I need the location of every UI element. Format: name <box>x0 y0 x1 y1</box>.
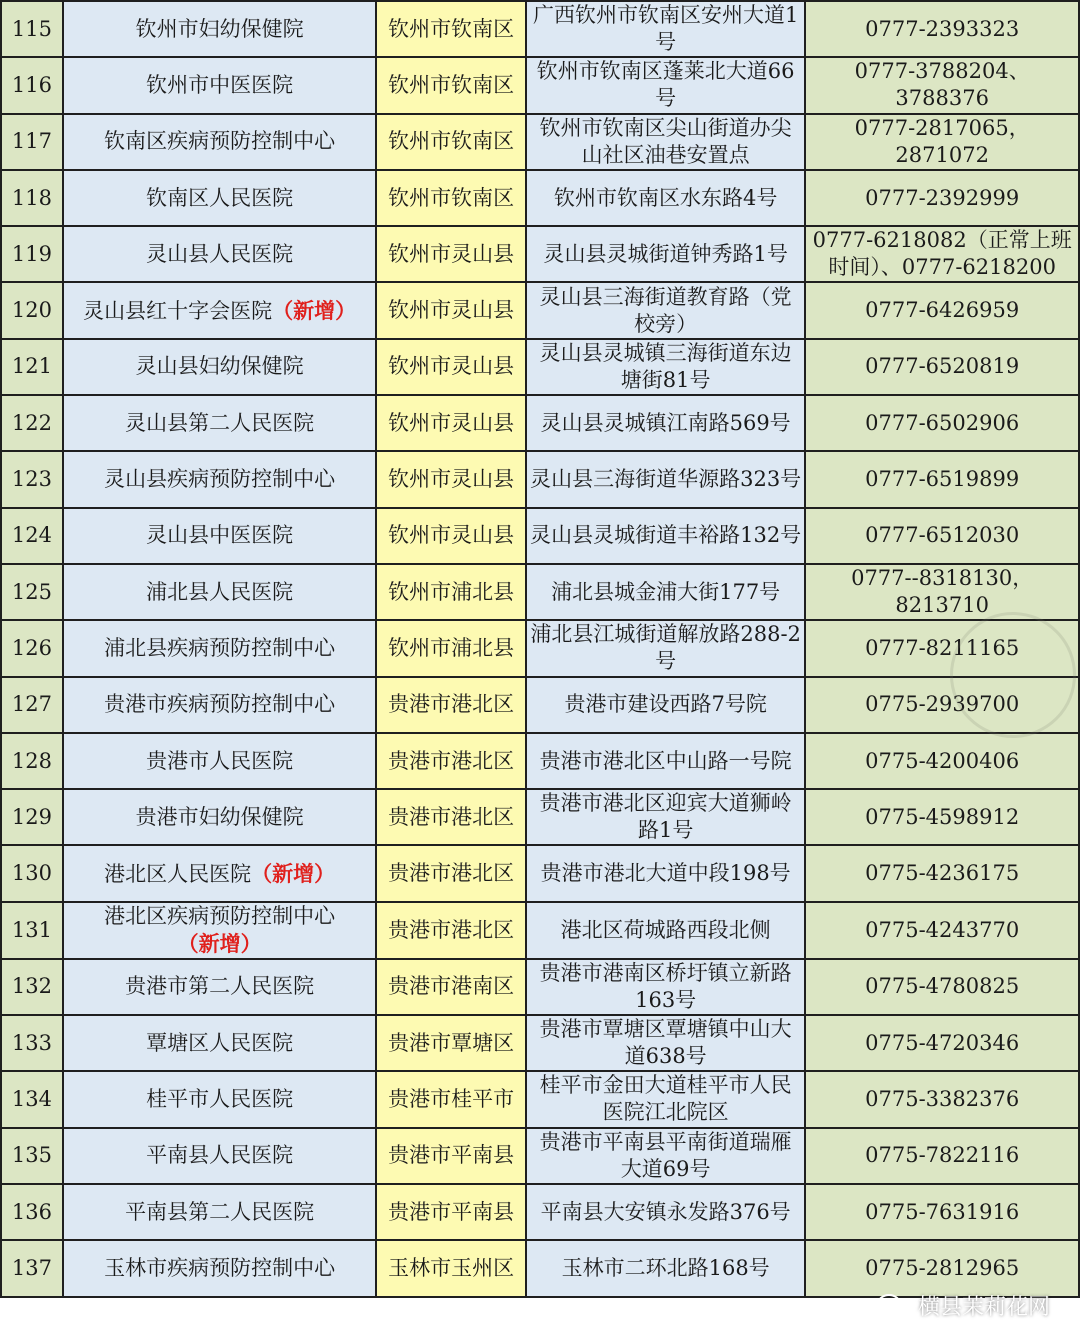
hospital-name-text: 灵山县人民医院 <box>146 241 294 266</box>
district <box>376 1015 526 1071</box>
hospital-name <box>63 564 376 620</box>
district <box>376 959 526 1015</box>
table-row <box>1 339 1079 395</box>
hospital-name-text: 钦州市妇幼保健院 <box>135 16 304 41</box>
hospital-name-text: 浦北县人民医院 <box>146 579 294 604</box>
hospital-name <box>63 226 376 282</box>
phone-number <box>805 57 1079 113</box>
district-text: 钦州市灵山县 <box>388 467 515 492</box>
district-text: 贵港市平南县 <box>388 1143 515 1168</box>
wechat-icon <box>876 1293 910 1319</box>
district-text: 贵港市港北区 <box>388 917 515 942</box>
hospital-name <box>63 1128 376 1184</box>
phone-number <box>805 1 1079 57</box>
phone-number-text: 0775-3382376 <box>865 1086 1020 1111</box>
district <box>376 339 526 395</box>
address-text: 平南县大安镇永发路376号 <box>540 1199 791 1224</box>
table-row <box>1 1 1079 57</box>
new-tag: （新增） <box>251 860 336 886</box>
address-text: 灵山县灵城街道丰裕路132号 <box>530 523 802 548</box>
row-number-text: 125 <box>11 579 53 604</box>
phone-number <box>805 395 1079 451</box>
phone-number <box>805 114 1079 170</box>
district-text: 贵港市平南县 <box>388 1199 515 1224</box>
phone-number <box>805 451 1079 507</box>
row-number-text: 134 <box>11 1086 53 1111</box>
district <box>376 1071 526 1127</box>
address-text: 贵港市港北区迎宾大道狮岭路1号 <box>539 791 792 843</box>
address-text: 广西钦州市钦南区安州大道1号 <box>532 3 799 55</box>
district <box>376 733 526 789</box>
district-text: 贵港市港北区 <box>388 804 515 829</box>
hospital-name-text: 灵山县第二人民医院 <box>125 410 315 435</box>
district <box>376 395 526 451</box>
table-row <box>1 902 1079 959</box>
address <box>526 170 805 226</box>
hospital-name <box>63 959 376 1015</box>
district-text: 钦州市灵山县 <box>388 523 515 548</box>
address-text: 灵山县灵城镇江南路569号 <box>540 410 791 435</box>
table-row <box>1 1184 1079 1240</box>
address <box>526 339 805 395</box>
table-row <box>1 620 1079 676</box>
table-row <box>1 57 1079 113</box>
district-text: 贵港市覃塘区 <box>388 1030 515 1055</box>
address-text: 灵山县三海街道教育路（党校旁） <box>539 284 792 336</box>
row-number <box>1 1015 63 1071</box>
hospital-name <box>63 282 376 338</box>
district-text: 贵港市港北区 <box>388 692 515 717</box>
address-text: 钦州市钦南区尖山街道办尖山社区油巷安置点 <box>539 115 792 167</box>
hospital-name-text: 港北区疾病预防控制中心 <box>104 903 336 928</box>
phone-number-text: 0777-6512030 <box>865 523 1020 548</box>
district-text: 钦州市钦南区 <box>388 129 515 154</box>
phone-number <box>805 902 1079 959</box>
hospital-name <box>63 733 376 789</box>
phone-number-text: 0775-4598912 <box>865 804 1020 829</box>
address-text: 玉林市二环北路168号 <box>561 1255 770 1280</box>
row-number-text: 132 <box>11 974 53 999</box>
address-text: 贵港市港北区中山路一号院 <box>539 748 792 773</box>
row-number-text: 120 <box>11 298 53 323</box>
phone-number-text: 0777-6520819 <box>865 354 1020 379</box>
row-number <box>1 114 63 170</box>
address <box>526 902 805 959</box>
row-number-text: 117 <box>11 129 53 154</box>
address-text: 贵港市建设西路7号院 <box>564 692 767 717</box>
new-tag: （新增） <box>272 297 357 323</box>
phone-number-text: 0777-6519899 <box>865 467 1020 492</box>
district-text: 贵港市港南区 <box>388 974 515 999</box>
hospital-name <box>63 1071 376 1127</box>
hospital-name <box>63 1 376 57</box>
row-number <box>1 733 63 789</box>
hospital-name <box>63 620 376 676</box>
address <box>526 451 805 507</box>
hospital-name-text: 玉林市疾病预防控制中心 <box>104 1255 336 1280</box>
hospital-name <box>63 451 376 507</box>
table-row <box>1 733 1079 789</box>
district-text: 钦州市灵山县 <box>388 354 515 379</box>
row-number-text: 126 <box>11 635 53 660</box>
hospital-name-text: 港北区人民医院 <box>104 861 252 886</box>
hospital-name <box>63 902 376 959</box>
hospital-name-text: 钦南区疾病预防控制中心 <box>104 129 336 154</box>
district-text: 钦州市灵山县 <box>388 410 515 435</box>
address <box>526 845 805 901</box>
row-number-text: 128 <box>11 748 53 773</box>
table-row <box>1 395 1079 451</box>
address <box>526 1128 805 1184</box>
new-tag: （新增） <box>177 930 262 956</box>
address-text: 灵山县灵城街道钟秀路1号 <box>543 241 788 266</box>
row-number-text: 119 <box>11 241 53 266</box>
address <box>526 1071 805 1127</box>
phone-number-text: 0777-2392999 <box>865 185 1020 210</box>
phone-number <box>805 1240 1079 1296</box>
address <box>526 114 805 170</box>
hospital-name <box>63 1184 376 1240</box>
row-number-text: 127 <box>11 692 53 717</box>
row-number-text: 136 <box>11 1199 53 1224</box>
hospital-name <box>63 395 376 451</box>
address-text: 钦州市钦南区水东路4号 <box>553 185 778 210</box>
district-text: 贵港市桂平市 <box>388 1086 515 1111</box>
address-text: 贵港市港南区桥圩镇立新路163号 <box>539 960 792 1012</box>
phone-number-text: 0775-4780825 <box>865 974 1020 999</box>
row-number <box>1 339 63 395</box>
phone-number <box>805 959 1079 1015</box>
address <box>526 959 805 1015</box>
district-text: 玉林市玉州区 <box>388 1255 515 1280</box>
address <box>526 620 805 676</box>
row-number <box>1 282 63 338</box>
address <box>526 1184 805 1240</box>
hospital-name <box>63 339 376 395</box>
address <box>526 395 805 451</box>
hospital-name-text: 灵山县红十字会医院 <box>83 298 273 323</box>
row-number <box>1 564 63 620</box>
phone-number-text: 0777-2393323 <box>865 16 1020 41</box>
address-text: 浦北县江城街道解放路288-2号 <box>530 622 801 674</box>
hospital-name-text: 平南县第二人民医院 <box>125 1199 315 1224</box>
phone-number-text: 0777-2817065，2871072 <box>854 115 1030 167</box>
hospital-name-text: 覃塘区人民医院 <box>146 1030 294 1055</box>
district-text: 贵港市港北区 <box>388 748 515 773</box>
phone-number-text: 0777-3788204、3788376 <box>854 59 1030 111</box>
row-number-text: 116 <box>11 72 53 97</box>
row-number <box>1 1184 63 1240</box>
table-row <box>1 564 1079 620</box>
address-text: 贵港市港北大道中段198号 <box>540 861 791 886</box>
address <box>526 564 805 620</box>
district <box>376 677 526 733</box>
phone-number-text: 0775-2939700 <box>865 692 1020 717</box>
address <box>526 57 805 113</box>
table-row <box>1 451 1079 507</box>
district <box>376 508 526 564</box>
hospital-name <box>63 508 376 564</box>
district <box>376 451 526 507</box>
district <box>376 282 526 338</box>
address <box>526 1 805 57</box>
hospital-name <box>63 1240 376 1296</box>
phone-number <box>805 1015 1079 1071</box>
hospital-name-text: 贵港市妇幼保健院 <box>135 804 304 829</box>
address-text: 钦州市钦南区蓬莱北大道66号 <box>536 59 795 111</box>
phone-number-text: 0775-4243770 <box>865 917 1020 942</box>
hospital-name-text: 灵山县疾病预防控制中心 <box>104 467 336 492</box>
phone-number-text: 0777-6426959 <box>865 298 1020 323</box>
faded-stamp-watermark <box>950 612 1076 738</box>
district-text: 贵港市港北区 <box>388 861 515 886</box>
row-number <box>1 959 63 1015</box>
district-text: 钦州市灵山县 <box>388 298 515 323</box>
row-number <box>1 57 63 113</box>
hospital-name-text: 桂平市人民医院 <box>146 1086 294 1111</box>
hospital-name-text: 灵山县妇幼保健院 <box>135 354 304 379</box>
hospital-name-text: 平南县人民医院 <box>146 1143 294 1168</box>
phone-number <box>805 339 1079 395</box>
hospital-name-text: 贵港市第二人民医院 <box>125 974 315 999</box>
phone-number <box>805 1128 1079 1184</box>
district-text: 钦州市灵山县 <box>388 241 515 266</box>
phone-number-text: 0775-7822116 <box>865 1143 1020 1168</box>
row-number <box>1 1 63 57</box>
district <box>376 1184 526 1240</box>
hospital-name-text: 钦南区人民医院 <box>146 185 294 210</box>
row-number <box>1 170 63 226</box>
hospital-name <box>63 845 376 901</box>
phone-number <box>805 789 1079 845</box>
row-number-text: 115 <box>11 16 53 41</box>
row-number <box>1 451 63 507</box>
row-number-text: 129 <box>11 804 53 829</box>
row-number-text: 133 <box>11 1030 53 1055</box>
row-number <box>1 620 63 676</box>
phone-number <box>805 226 1079 282</box>
table-row <box>1 226 1079 282</box>
table-body <box>1 1 1079 1297</box>
hospital-name <box>63 114 376 170</box>
district <box>376 902 526 959</box>
district <box>376 170 526 226</box>
row-number <box>1 1128 63 1184</box>
phone-number <box>805 564 1079 620</box>
row-number-text: 122 <box>11 410 53 435</box>
phone-number <box>805 1071 1079 1127</box>
hospital-name <box>63 57 376 113</box>
address <box>526 677 805 733</box>
phone-number-text: 0775-7631916 <box>865 1199 1020 1224</box>
hospital-name <box>63 1015 376 1071</box>
district <box>376 57 526 113</box>
district <box>376 845 526 901</box>
watermark <box>876 1290 1050 1321</box>
phone-number-text: 0777-6502906 <box>865 410 1020 435</box>
row-number-text: 118 <box>11 185 53 210</box>
phone-number <box>805 282 1079 338</box>
address-text: 灵山县灵城镇三海街道东边塘街81号 <box>539 340 792 392</box>
phone-number-text: 0777-8211165 <box>865 635 1020 660</box>
district <box>376 789 526 845</box>
table-row <box>1 1015 1079 1071</box>
table-row <box>1 845 1079 901</box>
district-text: 钦州市钦南区 <box>388 16 515 41</box>
row-number-text: 137 <box>11 1255 53 1280</box>
table-row <box>1 282 1079 338</box>
phone-number-text: 0775-4720346 <box>865 1030 1020 1055</box>
row-number <box>1 395 63 451</box>
table-row <box>1 1071 1079 1127</box>
hospital-name-text: 浦北县疾病预防控制中心 <box>104 635 336 660</box>
address <box>526 733 805 789</box>
table-row <box>1 170 1079 226</box>
hospital-name <box>63 789 376 845</box>
phone-number-text: 0775-2812965 <box>865 1255 1020 1280</box>
hospital-name <box>63 677 376 733</box>
row-number-text: 135 <box>11 1143 53 1168</box>
phone-number <box>805 508 1079 564</box>
address <box>526 1240 805 1296</box>
district <box>376 114 526 170</box>
district <box>376 564 526 620</box>
address <box>526 282 805 338</box>
hospital-name <box>63 170 376 226</box>
district <box>376 1240 526 1296</box>
row-number-text: 124 <box>11 523 53 548</box>
table-row <box>1 1240 1079 1296</box>
table-row <box>1 959 1079 1015</box>
address-text: 灵山县三海街道华源路323号 <box>530 467 802 492</box>
table-row <box>1 508 1079 564</box>
address <box>526 226 805 282</box>
address-text: 贵港市平南县平南街道瑞雁大道69号 <box>539 1129 792 1181</box>
district-text: 钦州市钦南区 <box>388 185 515 210</box>
row-number-text: 123 <box>11 467 53 492</box>
table-row <box>1 114 1079 170</box>
address <box>526 1015 805 1071</box>
table-row <box>1 789 1079 845</box>
district-text: 钦州市钦南区 <box>388 72 515 97</box>
row-number-text: 121 <box>11 354 53 379</box>
hospital-name-text: 贵港市人民医院 <box>146 748 294 773</box>
phone-number <box>805 733 1079 789</box>
phone-number-text: 0777--8318130，8213710 <box>851 566 1034 618</box>
address-text: 浦北县城金浦大街177号 <box>551 579 781 604</box>
hospital-name-text: 贵港市疾病预防控制中心 <box>104 692 336 717</box>
district <box>376 1128 526 1184</box>
address-text: 贵港市覃塘区覃塘镇中山大道638号 <box>539 1017 792 1069</box>
district-text: 钦州市浦北县 <box>388 579 515 604</box>
address <box>526 789 805 845</box>
row-number <box>1 226 63 282</box>
address-text: 桂平市金田大道桂平市人民医院江北院区 <box>539 1073 792 1125</box>
hospital-name-text: 钦州市中医医院 <box>146 72 294 97</box>
district <box>376 1 526 57</box>
table-row <box>1 677 1079 733</box>
row-number <box>1 789 63 845</box>
district <box>376 620 526 676</box>
table-row <box>1 1128 1079 1184</box>
address <box>526 508 805 564</box>
phone-number <box>805 1184 1079 1240</box>
hospital-name-text: 灵山县中医医院 <box>146 523 294 548</box>
row-number <box>1 677 63 733</box>
row-number-text: 130 <box>11 861 53 886</box>
district-text: 钦州市浦北县 <box>388 635 515 660</box>
row-number-text: 131 <box>11 917 53 942</box>
row-number <box>1 508 63 564</box>
phone-number-text: 0775-4236175 <box>865 861 1020 886</box>
phone-number <box>805 845 1079 901</box>
district <box>376 226 526 282</box>
phone-number-text: 0775-4200406 <box>865 748 1020 773</box>
phone-number-text: 0777-6218082（正常上班时间）、0777-6218200 <box>812 228 1072 280</box>
row-number <box>1 1071 63 1127</box>
row-number <box>1 1240 63 1296</box>
phone-number <box>805 170 1079 226</box>
address-text: 港北区荷城路西段北侧 <box>560 917 771 942</box>
row-number <box>1 845 63 901</box>
row-number <box>1 902 63 959</box>
watermark-text: 横县茉莉花网 <box>917 1295 1050 1320</box>
